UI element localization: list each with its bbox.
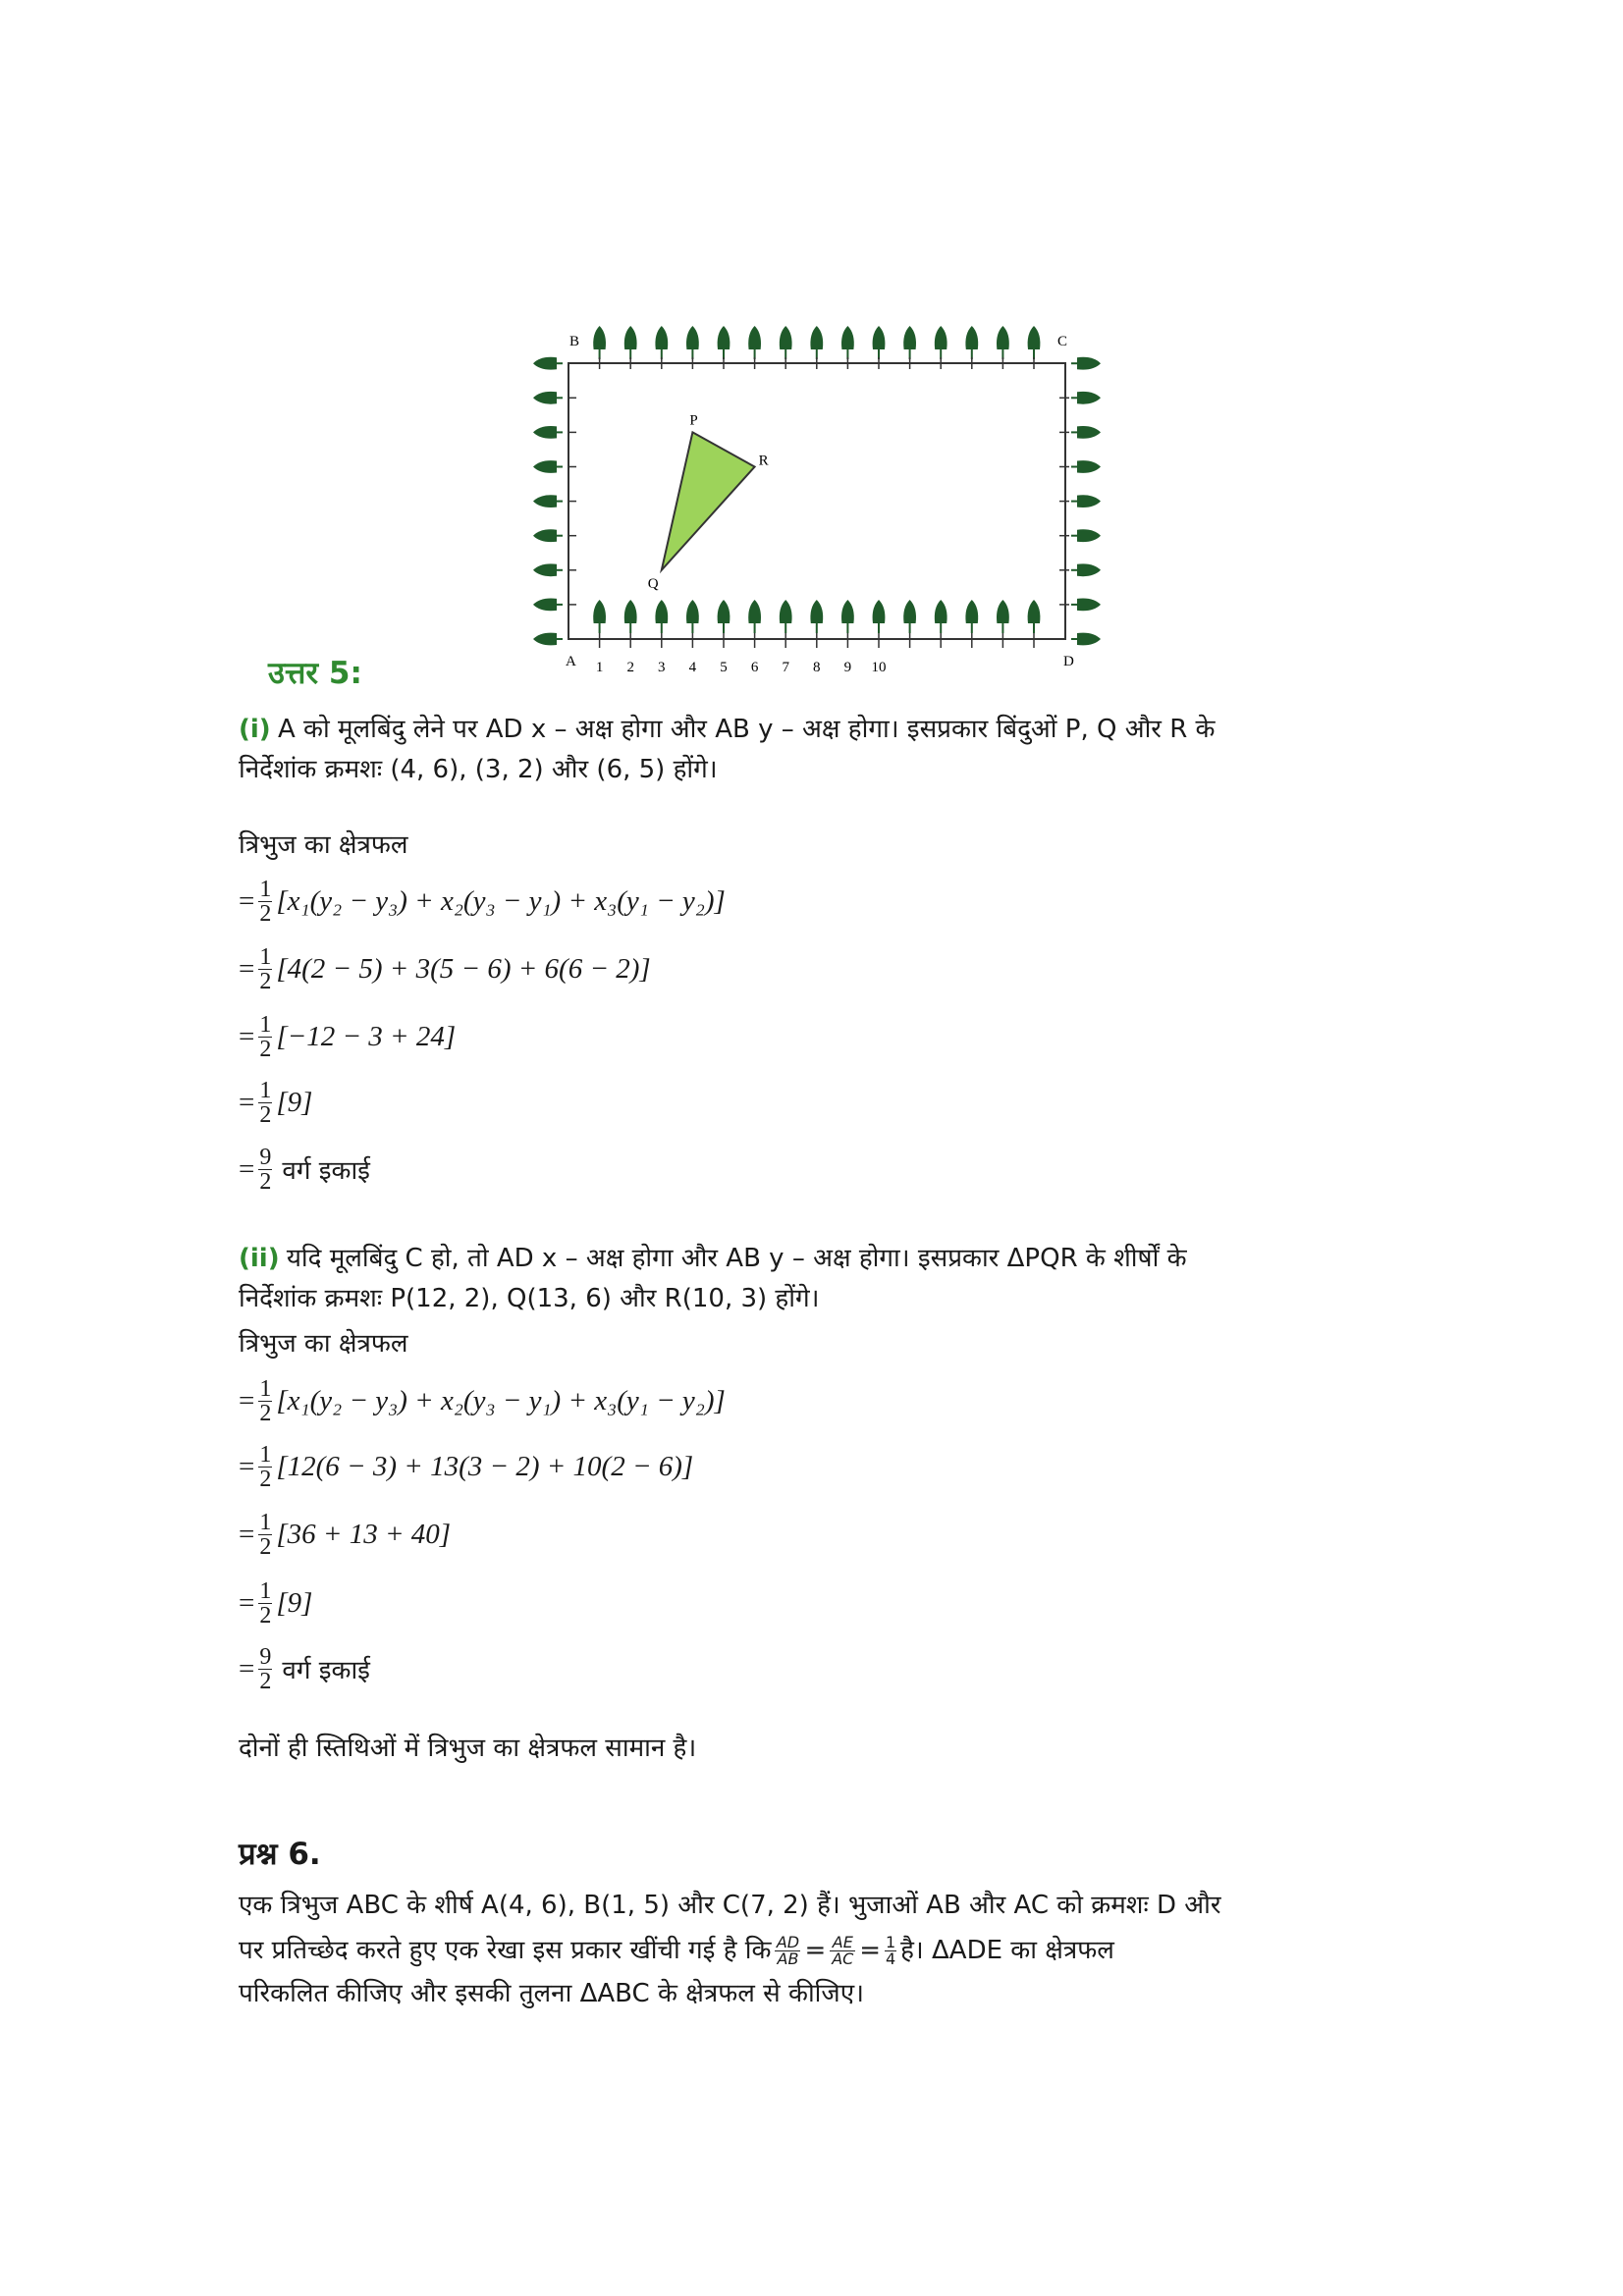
denominator: 2	[259, 1400, 272, 1426]
corner-label-d: D	[1063, 654, 1074, 669]
equals-sign: =	[239, 1152, 255, 1185]
tree-icon	[1077, 357, 1101, 370]
fraction-one-quarter	[885, 1932, 896, 1968]
tree-icon	[1028, 600, 1041, 623]
tree-icon	[1077, 426, 1101, 439]
denominator: 2	[259, 1168, 272, 1195]
corner-label-b: B	[569, 334, 580, 349]
x-tick-label: 7	[782, 660, 789, 675]
tree-icon	[533, 529, 557, 542]
vertex-label-q: Q	[647, 575, 659, 592]
tree-icon	[873, 600, 886, 623]
tree-icon	[841, 326, 854, 349]
tree-icon	[624, 600, 637, 623]
answer-heading: उत्तर 5:	[268, 656, 362, 691]
numerator: AE	[832, 1932, 853, 1951]
part2-line2: निर्देशांक क्रमशः P(12, 2), Q(13, 6) और R(10, 3) होंगे।	[239, 1284, 820, 1313]
step-expression: [12(6 − 3) + 13(3 − 2) + 10(2 − 6)]	[276, 1450, 694, 1482]
equals-sign: =	[239, 1450, 255, 1482]
tree-icon	[533, 563, 557, 576]
denominator: 2	[259, 1668, 272, 1694]
fraction-ad-ab	[775, 1932, 800, 1968]
tree-icon	[780, 600, 792, 623]
numerator: 1	[259, 876, 272, 902]
part2-line1	[239, 1238, 1187, 1278]
area-result	[239, 1634, 370, 1703]
equals-sign: =	[239, 1518, 255, 1550]
step-expression: [x₁(y₂ − y₃) + x₂(y₃ − y₁) + x₃(y₁ − y₂)]	[276, 884, 726, 917]
tree-icon	[655, 326, 668, 349]
part1-label: (i)	[239, 715, 271, 744]
numerator: 1	[259, 1375, 272, 1402]
equals-sign: =	[239, 952, 255, 985]
fraction	[258, 1579, 272, 1628]
area-step	[239, 1432, 693, 1501]
fraction	[258, 1645, 272, 1693]
vertex-label-r: R	[758, 453, 769, 469]
field-boundary	[568, 363, 1065, 639]
fraction	[258, 1511, 272, 1559]
tree-icon	[686, 326, 699, 349]
area-step	[239, 1002, 456, 1071]
tree-icon	[655, 600, 668, 623]
step-expression: [36 + 13 + 40]	[276, 1518, 452, 1550]
numerator: 1	[259, 1077, 272, 1103]
equals-sign: =	[239, 1586, 255, 1619]
step-expression: [4(2 − 5) + 3(5 − 6) + 6(6 − 2)]	[276, 952, 651, 985]
tree-icon	[593, 600, 606, 623]
numerator: 1	[259, 1509, 272, 1535]
question-line3: परिकलित कीजिए और इसकी तुलना ΔABC के क्षेत्रफल से कीजिए।	[239, 1979, 864, 2008]
area-result	[239, 1135, 370, 1203]
x-tick-label: 5	[720, 660, 728, 675]
tree-icon	[1077, 460, 1101, 473]
tree-icon	[997, 600, 1009, 623]
numerator: 9	[259, 1144, 272, 1170]
area-step	[239, 867, 726, 935]
numerator: AD	[776, 1932, 800, 1951]
tree-icon	[810, 326, 823, 349]
x-tick-label: 2	[626, 660, 634, 675]
part1-line2: निर्देशांक क्रमशः (4, 6), (3, 2) और (6, 5) होंगे।	[239, 755, 718, 784]
tree-icon	[780, 326, 792, 349]
triangle-pqr	[662, 432, 755, 569]
tree-icon	[841, 600, 854, 623]
denominator: 4	[885, 1949, 896, 1968]
tree-icon	[533, 392, 557, 404]
tree-icon	[1077, 495, 1101, 507]
x-tick-label: 10	[871, 660, 887, 675]
denominator: 2	[259, 1036, 272, 1062]
step-expression: [9]	[276, 1586, 313, 1619]
tree-icon	[1077, 633, 1101, 646]
denominator: AB	[777, 1949, 799, 1968]
tree-icon	[1077, 529, 1101, 542]
fraction-ae-ac	[830, 1932, 855, 1968]
numerator: 1	[259, 943, 272, 970]
x-tick-label: 4	[688, 660, 697, 675]
tree-icon	[718, 600, 730, 623]
part2-label: (ii)	[239, 1244, 280, 1273]
tree-icon	[935, 326, 947, 349]
x-tick-label: 6	[750, 660, 759, 675]
tree-icon	[533, 599, 557, 612]
denominator: 2	[259, 1533, 272, 1560]
fraction	[258, 945, 272, 993]
tree-icon	[686, 600, 699, 623]
question-line2	[239, 1926, 1114, 1975]
step-expression: [9]	[276, 1086, 313, 1118]
equals-sign: =	[239, 1384, 255, 1416]
tree-icon	[624, 326, 637, 349]
x-tick-label: 3	[658, 660, 666, 675]
conclusion: दोनों ही स्तिथिओं में त्रिभुज का क्षेत्रफल सामान है।	[239, 1734, 697, 1763]
denominator: AC	[832, 1949, 854, 1968]
vertex-label-p: P	[689, 412, 698, 429]
result-unit: वर्ग इकाई	[282, 1656, 370, 1685]
equals-sign: =	[239, 1086, 255, 1118]
denominator: 2	[259, 1466, 272, 1492]
x-tick-label: 8	[813, 660, 821, 675]
question-line2-end: है। ΔADE का क्षेत्रफल	[900, 1936, 1114, 1965]
denominator: 2	[259, 900, 272, 927]
fraction	[258, 878, 272, 926]
area-step	[239, 1569, 312, 1637]
part2-area-label: त्रिभुज का क्षेत्रफल	[239, 1329, 408, 1359]
fraction	[258, 1079, 272, 1127]
tree-icon	[810, 600, 823, 623]
tree-icon	[533, 426, 557, 439]
equals-sign: =	[239, 1652, 255, 1684]
tree-icon	[965, 600, 978, 623]
part1-text: A को मूलबिंदु लेने पर AD x – अक्ष होगा और AB y – अक्ष होगा। इसप्रकार बिंदुओं P, Q और R के	[277, 715, 1216, 744]
x-tick-label: 9	[843, 660, 852, 675]
numerator: 1	[259, 1577, 272, 1604]
step-expression: [x₁(y₂ − y₃) + x₂(y₃ − y₁) + x₃(y₁ − y₂)]	[276, 1384, 726, 1416]
equals-sign: =	[804, 1936, 827, 1965]
question-line2-text: पर प्रतिच्छेद करते हुए एक रेखा इस प्रकार खींची गई है कि	[239, 1936, 772, 1965]
tree-icon	[997, 326, 1009, 349]
part1-area-label: त्रिभुज का क्षेत्रफल	[239, 830, 408, 860]
corner-label-a: A	[566, 654, 576, 669]
result-unit: वर्ग इकाई	[282, 1156, 370, 1186]
numerator: 1	[885, 1932, 896, 1951]
area-step	[239, 934, 651, 1003]
equals-sign: =	[239, 884, 255, 917]
numerator: 9	[259, 1643, 272, 1670]
field-diagram	[520, 294, 1129, 675]
tree-icon	[903, 600, 916, 623]
x-tick-label: 1	[595, 660, 604, 675]
tree-icon	[903, 326, 916, 349]
tree-icon	[748, 326, 761, 349]
numerator: 1	[259, 1011, 272, 1038]
numerator: 1	[259, 1441, 272, 1468]
tree-icon	[935, 600, 947, 623]
denominator: 2	[259, 968, 272, 994]
area-step	[239, 1366, 726, 1435]
tree-icon	[593, 326, 606, 349]
tree-icon	[533, 460, 557, 473]
fraction	[258, 1377, 272, 1425]
area-step	[239, 1500, 451, 1569]
part1-line1	[239, 709, 1216, 749]
tree-icon	[533, 357, 557, 370]
step-expression: [−12 − 3 + 24]	[276, 1020, 457, 1052]
denominator: 2	[259, 1101, 272, 1128]
equals-sign: =	[859, 1936, 882, 1965]
tree-icon	[718, 326, 730, 349]
tree-icon	[1077, 599, 1101, 612]
question-heading: प्रश्न 6.	[239, 1837, 321, 1872]
question-line1: एक त्रिभुज ABC के शीर्ष A(4, 6), B(1, 5) और C(7, 2) हैं। भुजाओं AB और AC को क्रमशः D और	[239, 1891, 1221, 1920]
tree-icon	[1077, 392, 1101, 404]
tree-icon	[533, 495, 557, 507]
fraction	[258, 1013, 272, 1061]
tree-icon	[965, 326, 978, 349]
tree-icon	[748, 600, 761, 623]
tree-icon	[1077, 563, 1101, 576]
tree-icon	[873, 326, 886, 349]
area-step	[239, 1068, 312, 1137]
corner-label-c: C	[1057, 334, 1068, 349]
tree-icon	[533, 633, 557, 646]
fraction	[258, 1146, 272, 1194]
equals-sign: =	[239, 1020, 255, 1052]
part2-text: यदि मूलबिंदु C हो, तो AD x – अक्ष होगा और AB y – अक्ष होगा। इसप्रकार ΔPQR के शीर्षों के	[286, 1244, 1187, 1273]
tree-icon	[1028, 326, 1041, 349]
fraction	[258, 1443, 272, 1491]
denominator: 2	[259, 1602, 272, 1629]
